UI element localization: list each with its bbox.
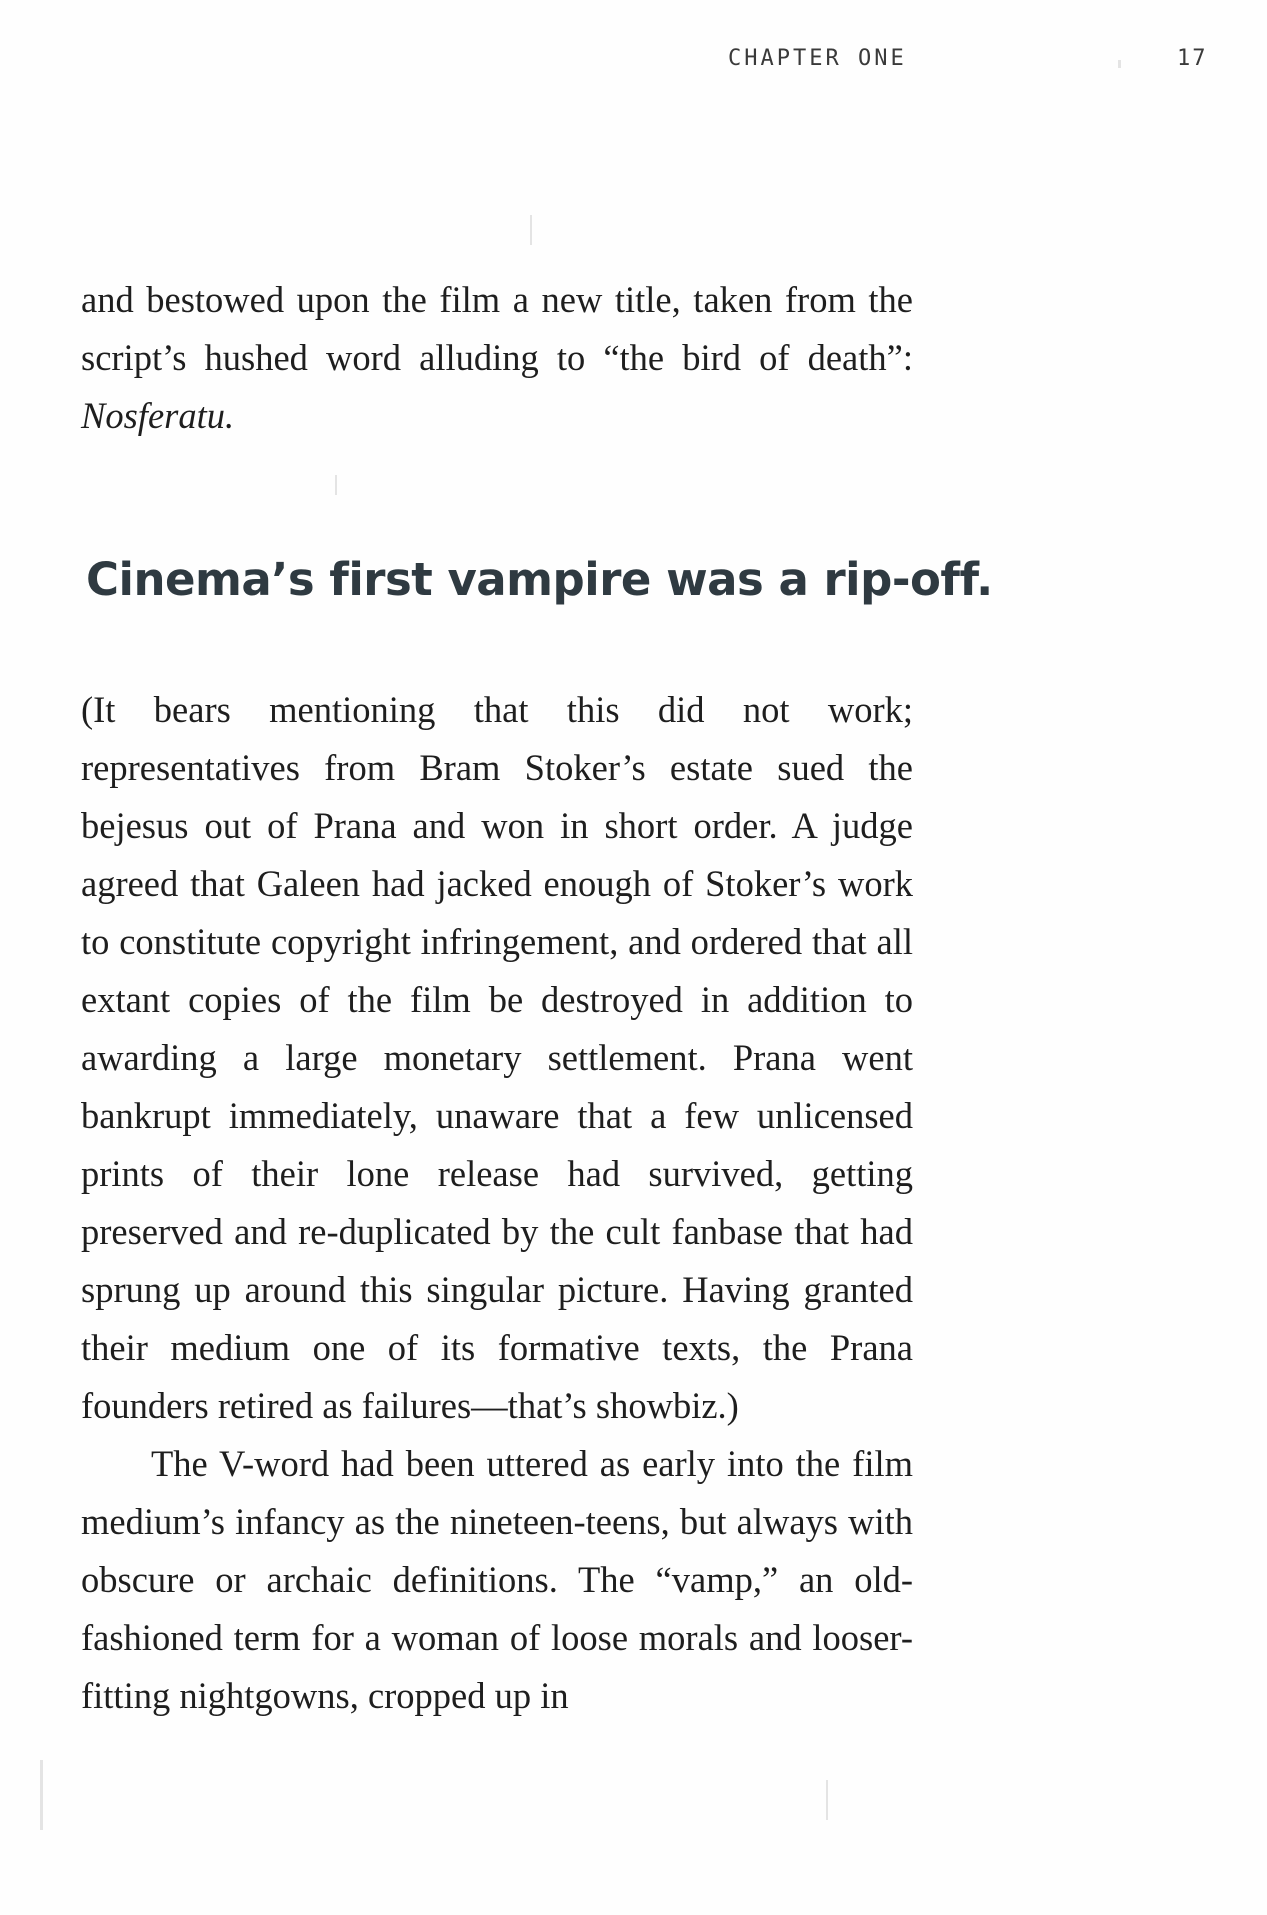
- opening-text: and bestowed upon the film a new title, taken from the script’s hushed word alluding to “the bird of death”:: [81, 279, 913, 378]
- paragraph-2: The V-word had been uttered as early into the film medium’s infancy as the nineteen-teens, but always with obscure or archaic definitions. The “vamp,” an old-fashioned term for a woman of loose morals and looser-fitting nightgowns, cropped up in: [81, 1443, 913, 1716]
- body-text: [81, 681, 913, 1725]
- scan-speck: [1118, 60, 1121, 68]
- page-number: 17: [1177, 46, 1208, 71]
- opening-paragraph: [81, 271, 913, 445]
- scan-speck: [335, 475, 337, 495]
- scan-speck: [826, 1780, 828, 1820]
- scan-speck: [40, 1760, 43, 1830]
- film-title: Nosferatu.: [81, 395, 235, 436]
- scan-speck: [530, 215, 532, 245]
- section-heading: Cinema’s first vampire was a rip-off.: [86, 553, 993, 606]
- running-head: CHAPTER ONE: [728, 46, 907, 71]
- paragraph-1: (It bears mentioning that this did not work; representatives from Bram Stoker’s estate sued the bejesus out of Prana and won in short order. A judge agreed that Galeen had jacked enough of Stoker’s work to constitute copyright infringement, and ordered that all extant copies of the film be destroyed in addition to awarding a large monetary settlement. Prana went bankrupt immediately, unaware that a few unlicensed prints of their lone release had survived, getting preserved and re-duplicated by the cult fanbase that had sprung up around this singular picture. Having granted their medium one of its formative texts, the Prana founders retired as failures—that’s showbiz.): [81, 689, 913, 1426]
